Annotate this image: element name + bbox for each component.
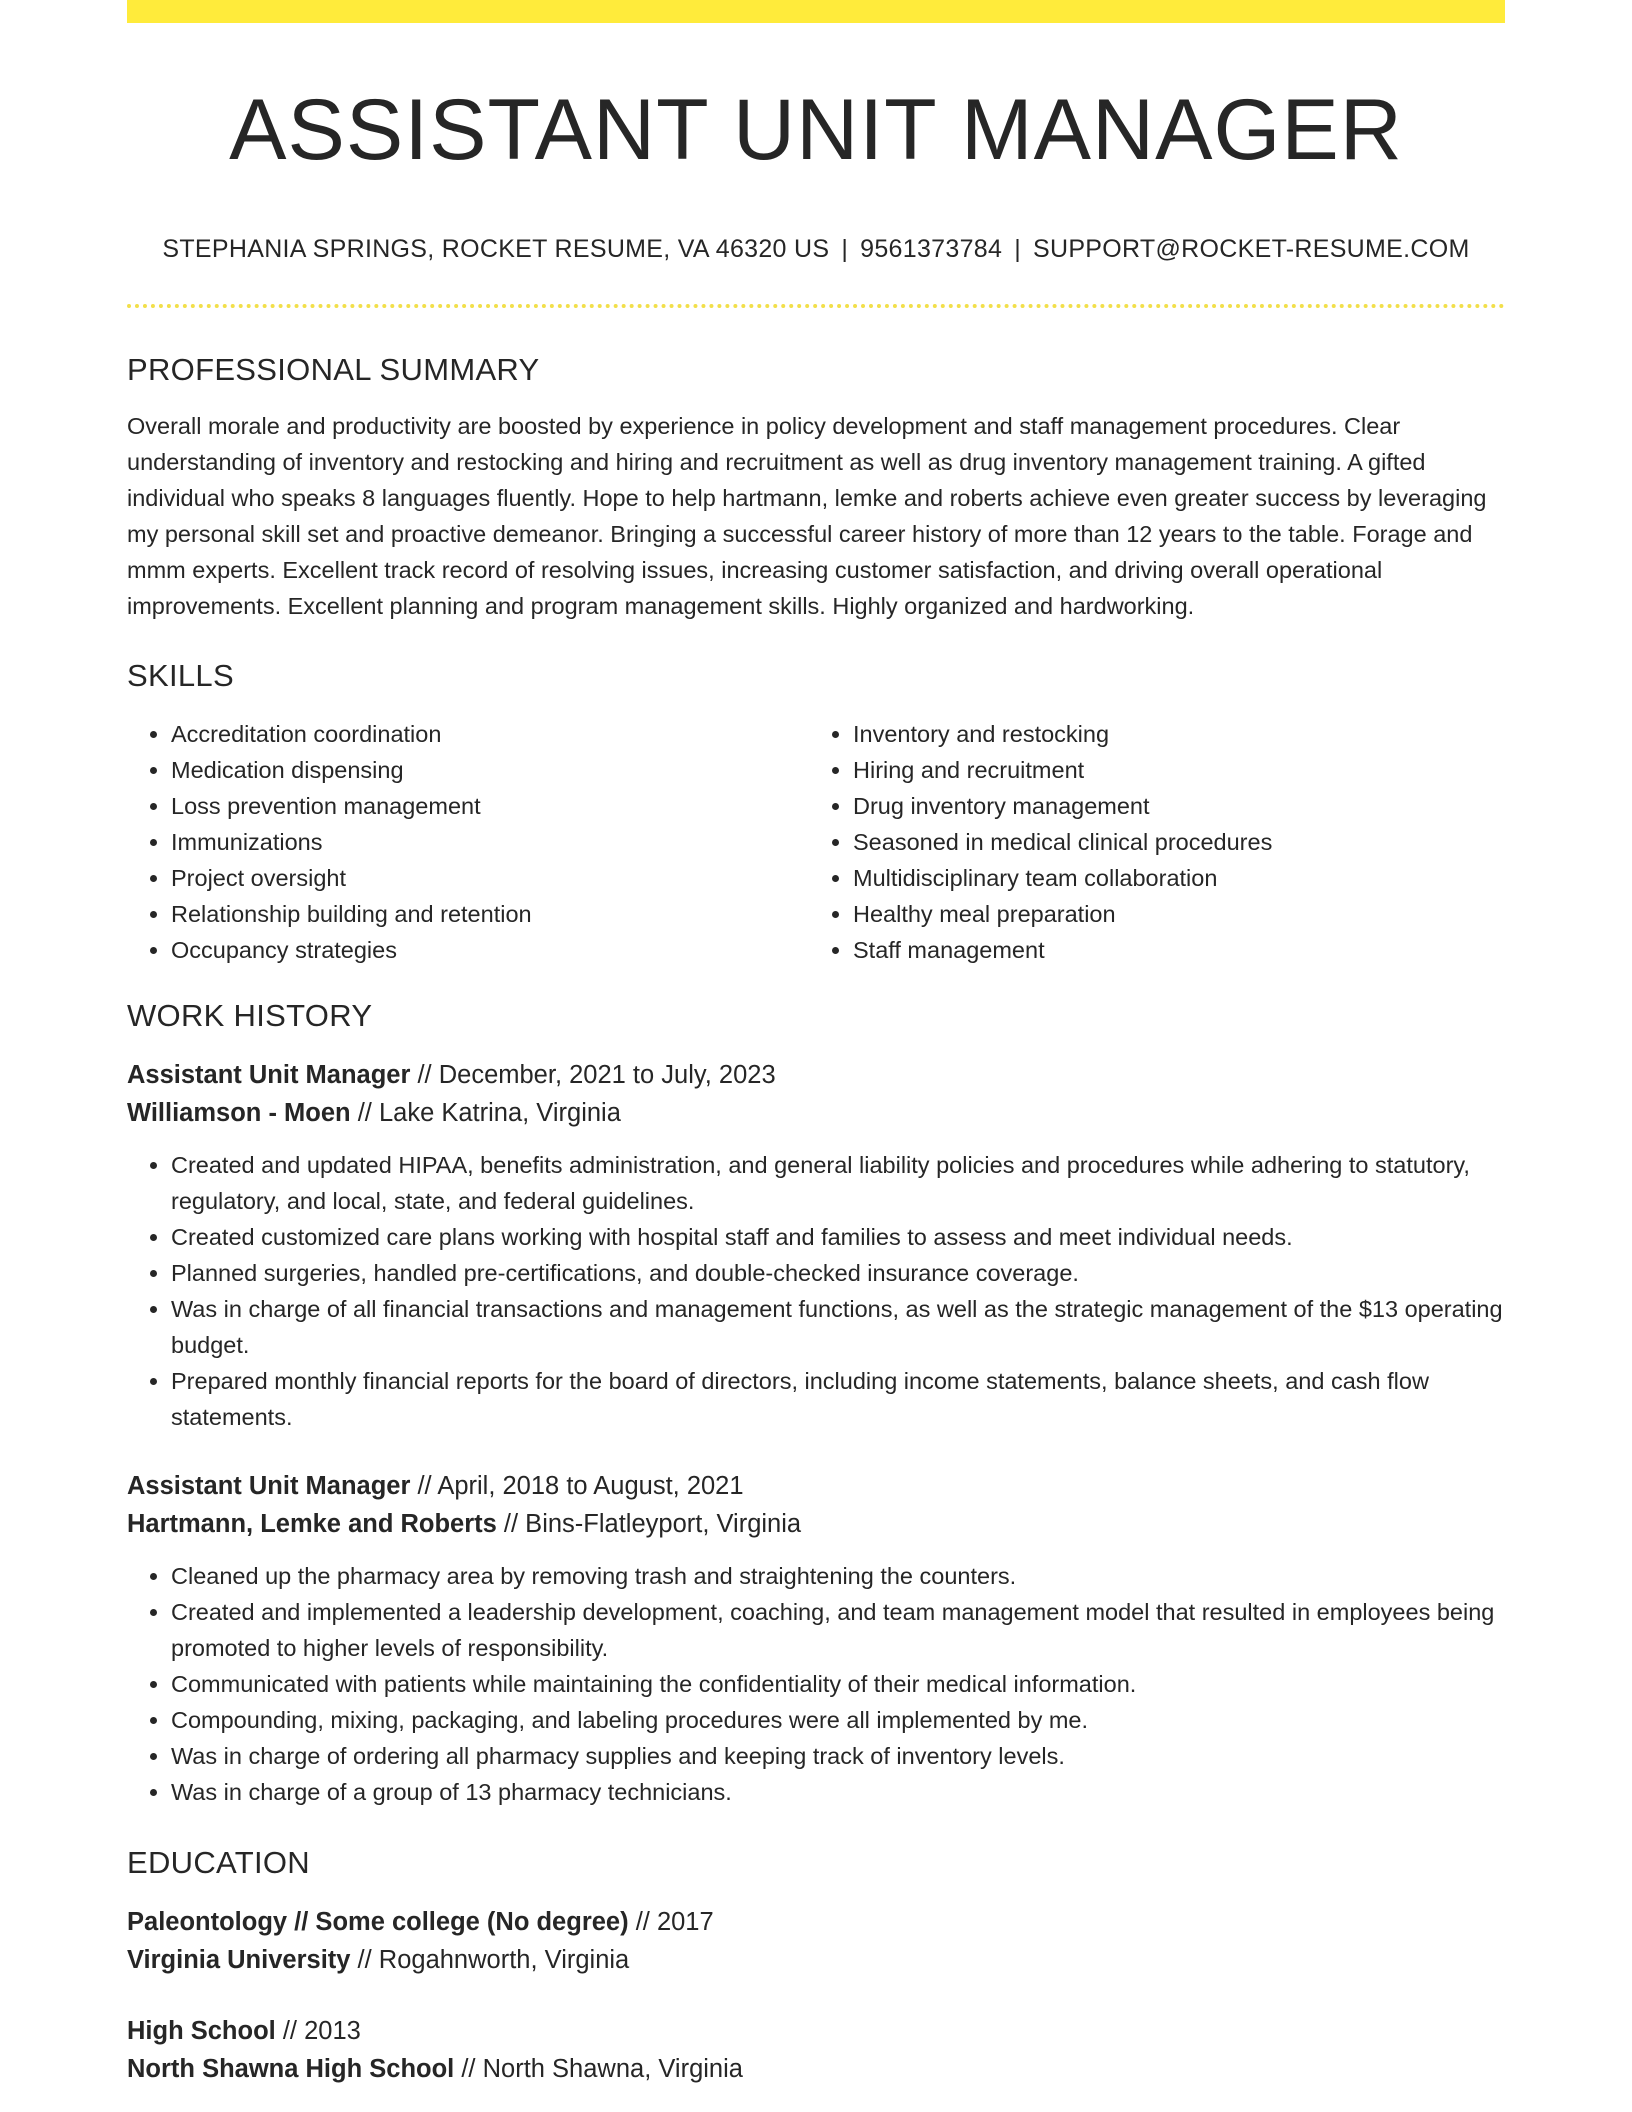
skills-list-right — [805, 716, 1489, 968]
job-bullet: • Was in charge of a group of 13 pharmacy technicians. — [171, 1774, 1505, 1810]
skill-item: • Accreditation coordination — [171, 716, 805, 752]
job-entry — [127, 1467, 1505, 1810]
skill-item: • Medication dispensing — [171, 752, 805, 788]
education-year: // 2017 — [628, 1908, 714, 1936]
skill-item: • Immunizations — [171, 824, 805, 860]
skill-item: • Seasoned in medical clinical procedures — [853, 824, 1489, 860]
contact-separator: | — [841, 235, 849, 263]
skill-item: • Staff management — [853, 932, 1489, 968]
education-location: // Rogahnworth, Virginia — [350, 1946, 630, 1974]
contact-address: STEPHANIA SPRINGS, ROCKET RESUME, VA 46320 US — [162, 235, 830, 263]
contact-phone: 9561373784 — [860, 235, 1003, 263]
education-degree-line — [127, 1903, 1505, 1941]
education-degree: Paleontology // Some college (No degree) — [127, 1908, 629, 1936]
job-company-line — [127, 1505, 1505, 1543]
job-company-line — [127, 1094, 1505, 1132]
education-school: North Shawna High School — [127, 2055, 455, 2083]
resume-title: ASSISTANT UNIT MANAGER — [229, 82, 1403, 178]
education-school-line — [127, 1941, 1505, 1979]
contact-email: SUPPORT@ROCKET-RESUME.COM — [1032, 235, 1470, 263]
skills-heading: SKILLS — [127, 658, 234, 693]
skills-list-left — [127, 716, 805, 968]
summary-text: Overall morale and productivity are boosted by experience in policy development and staff management procedures. Clear understanding of inventory and restocking and hiring and recruitment as well as drug inventory management training. A gifted individual who speaks 8 languages fluently. Hope to help hartmann, lemke and roberts achieve even greater success by leveraging my personal skill set and proactive demeanor. Bringing a successful career history of more than 12 years to the table. Forage and mmm experts. Excellent track record of resolving issues, increasing customer satisfaction, and driving overall operational improvements. Excellent planning and program management skills. Highly organized and hardworking. — [127, 413, 1487, 619]
job-dates: // April, 2018 to August, 2021 — [410, 1472, 744, 1500]
job-company: Hartmann, Lemke and Roberts — [127, 1510, 497, 1538]
education-school: Virginia University — [127, 1946, 351, 1974]
education-heading: EDUCATION — [127, 1845, 310, 1880]
dotted-divider — [127, 304, 1505, 308]
education-location: // North Shawna, Virginia — [454, 2055, 743, 2083]
job-company: Williamson - Moen — [127, 1099, 351, 1127]
job-title-line — [127, 1467, 1505, 1505]
skill-item: • Drug inventory management — [853, 788, 1489, 824]
skill-item: • Relationship building and retention — [171, 896, 805, 932]
job-title-line — [127, 1056, 1505, 1094]
job-bullet: • Was in charge of ordering all pharmacy supplies and keeping track of inventory levels. — [171, 1738, 1505, 1774]
contact-separator: | — [1014, 235, 1021, 263]
skill-item: • Project oversight — [171, 860, 805, 896]
job-dates: // December, 2021 to July, 2023 — [410, 1061, 776, 1089]
job-bullet: • Created and updated HIPAA, benefits administration, and general liability policies and procedures while adhering to statutory, regulatory, and local, state, and federal guidelines. — [171, 1147, 1505, 1219]
job-location: // Lake Katrina, Virginia — [350, 1099, 621, 1127]
job-entry — [127, 1056, 1505, 1435]
job-bullet: • Was in charge of all financial transactions and management functions, as well as the strategic management of the $13 operating budget. — [171, 1291, 1505, 1363]
education-degree: High School — [127, 2017, 276, 2045]
skill-item: • Hiring and recruitment — [853, 752, 1489, 788]
job-title: Assistant Unit Manager — [127, 1472, 411, 1500]
education-school-line — [127, 2050, 1505, 2088]
job-location: // Bins-Flatleyport, Virginia — [496, 1510, 802, 1538]
job-bullet: • Cleaned up the pharmacy area by removing trash and straightening the counters. — [171, 1558, 1505, 1594]
skill-item: • Inventory and restocking — [853, 716, 1489, 752]
job-bullet: • Created and implemented a leadership development, coaching, and team management model that resulted in employees being promoted to higher levels of responsibility. — [171, 1594, 1505, 1666]
work-history-heading: WORK HISTORY — [127, 998, 373, 1033]
education-degree-line — [127, 2012, 1505, 2050]
skill-item: • Healthy meal preparation — [853, 896, 1489, 932]
skill-item: • Occupancy strategies — [171, 932, 805, 968]
education-year: // 2013 — [275, 2017, 361, 2045]
skill-item: • Loss prevention management — [171, 788, 805, 824]
resume-content — [127, 0, 1505, 2088]
contact-line — [127, 234, 1505, 264]
summary-heading: PROFESSIONAL SUMMARY — [127, 352, 540, 387]
job-bullet: • Created customized care plans working with hospital staff and families to assess and meet individual needs. — [171, 1219, 1505, 1255]
job-bullets — [127, 1147, 1505, 1435]
job-bullets — [127, 1558, 1505, 1810]
education-entry — [127, 1903, 1505, 1979]
job-bullet: • Planned surgeries, handled pre-certifications, and double-checked insurance coverage. — [171, 1255, 1505, 1291]
job-title: Assistant Unit Manager — [127, 1061, 411, 1089]
skills-columns — [127, 716, 1505, 968]
education-entry — [127, 2012, 1505, 2088]
job-bullet: • Compounding, mixing, packaging, and labeling procedures were all implemented by me. — [171, 1702, 1505, 1738]
job-bullet: • Prepared monthly financial reports for the board of directors, including income statements, balance sheets, and cash flow statements. — [171, 1363, 1505, 1435]
skill-item: • Multidisciplinary team collaboration — [853, 860, 1489, 896]
job-bullet: • Communicated with patients while maintaining the confidentiality of their medical information. — [171, 1666, 1505, 1702]
